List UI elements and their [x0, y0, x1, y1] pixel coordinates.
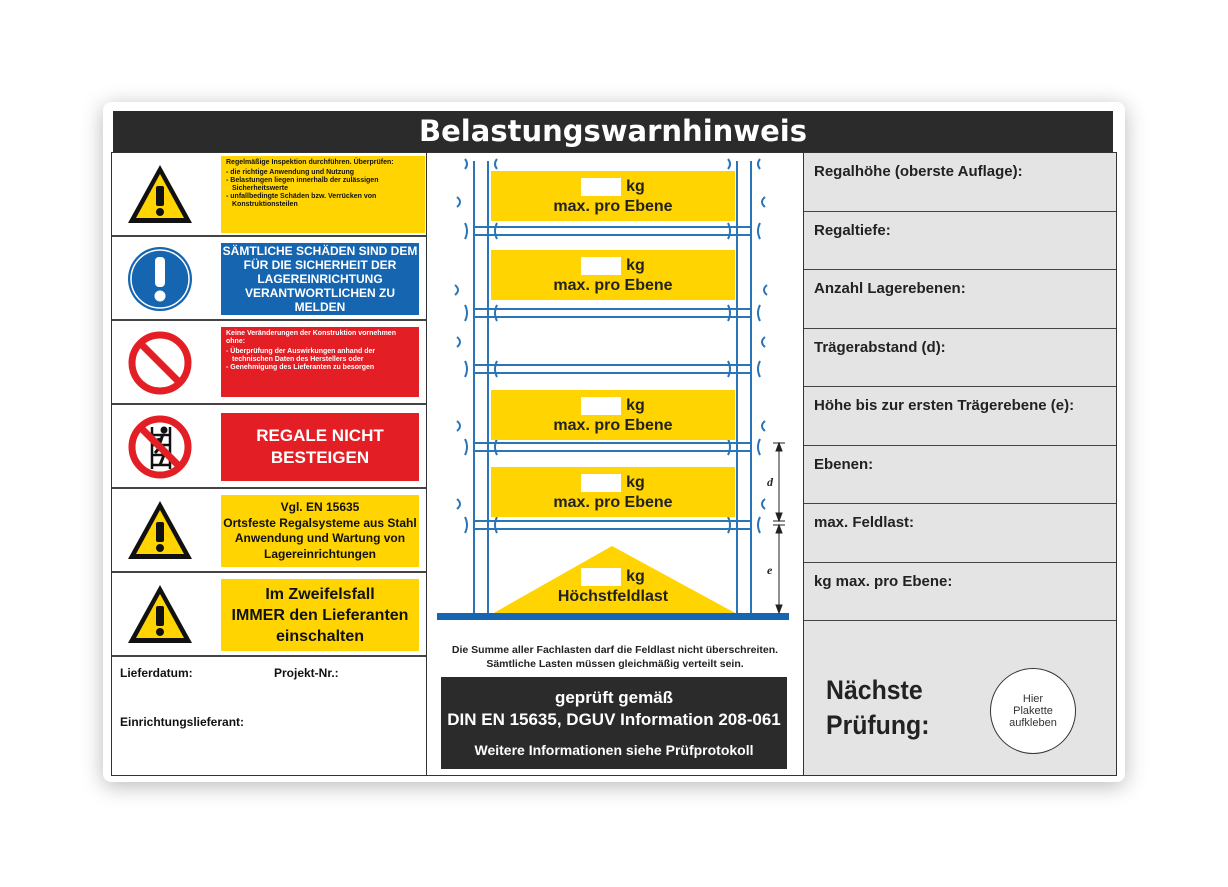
- next-inspection-label: Nächste Prüfung:: [826, 675, 930, 740]
- warning-triangle-icon: [126, 497, 194, 565]
- doubt-row: [112, 573, 426, 657]
- inspection-item: - die richtige Anwendung und Nutzung: [226, 169, 420, 177]
- standard-line: Anwendung und Wartung von: [234, 531, 406, 545]
- standard-row: [112, 489, 426, 573]
- kg-label: kg: [626, 568, 645, 585]
- cert-line-2: DIN EN 15635, DGUV Information 208-061: [447, 710, 781, 729]
- kg-entry-field: [581, 397, 621, 415]
- doubt-box: [221, 579, 419, 651]
- note-line: Die Summe aller Fachlasten darf die Feldlast nicht überschreiten.: [451, 644, 779, 656]
- per-level-label: max. pro Ebene: [553, 277, 673, 294]
- doubt-line: IMMER den Lieferanten: [231, 606, 409, 624]
- warning-triangle-icon: [126, 161, 194, 229]
- projekt-label: Projekt-Nr.:: [274, 666, 339, 680]
- kg-entry-field: [581, 474, 621, 492]
- lieferant-label: Einrichtungslieferant:: [120, 715, 245, 729]
- field-kg-pro-ebene: kg max. pro Ebene:: [804, 563, 1116, 621]
- doubt-line: Im Zweifelsfall: [265, 585, 375, 603]
- inspection-item: - Belastungen liegen innerhalb der zulässigen Sicherheitswerte: [226, 177, 420, 193]
- kg-label: kg: [626, 257, 645, 274]
- dimension-markers: [773, 443, 785, 613]
- cert-line-1: geprüft gemäß: [554, 688, 674, 707]
- right-panel: [803, 152, 1117, 776]
- inspection-heading: Regelmäßige Inspektion durchführen. Überprüfen:: [226, 159, 394, 166]
- report-line: SÄMTLICHE SCHÄDEN SIND DEM: [222, 244, 418, 258]
- kg-entry-field: [581, 178, 621, 196]
- kg-label: kg: [626, 397, 645, 414]
- lieferdatum-label: Lieferdatum:: [120, 666, 193, 680]
- field-traegerabstand: Trägerabstand (d):: [804, 329, 1116, 387]
- top-load-text: Höchstfeldlast: [557, 588, 669, 605]
- load-level-1: [491, 171, 735, 221]
- floor-bar: [437, 613, 789, 620]
- modification-heading: Keine Veränderungen der Konstruktion vornehmen ohne:: [226, 330, 396, 345]
- sticker-placeholder: [990, 668, 1076, 754]
- warning-sign: [103, 102, 1125, 782]
- kg-entry-field: [581, 257, 621, 275]
- dim-d-label: d: [767, 475, 773, 489]
- dim-e-label: e: [767, 563, 773, 577]
- report-damage-box: [221, 243, 419, 315]
- doubt-line: einschalten: [275, 627, 365, 645]
- kg-label: kg: [626, 474, 645, 491]
- per-level-label: max. pro Ebene: [553, 417, 673, 434]
- no-climbing-icon: [126, 413, 194, 481]
- mandatory-exclamation-icon: [126, 245, 194, 313]
- sticker-line: Hier: [1022, 693, 1044, 705]
- left-panel: [111, 152, 427, 776]
- modification-item: - Genehmigung des Lieferanten zu besorgen: [226, 364, 414, 372]
- note-line: Sämtliche Lasten müssen gleichmäßig verteilt sein.: [486, 658, 744, 670]
- certification-box: [441, 677, 787, 769]
- field-regaltiefe: Regaltiefe:: [804, 212, 1116, 270]
- report-line: FÜR DIE SICHERHEIT DER: [243, 258, 397, 272]
- load-level-3: [491, 390, 735, 440]
- middle-panel: [426, 152, 804, 776]
- field-feldlast: max. Feldlast:: [804, 504, 1116, 563]
- report-line: VERANTWORTLICHEN ZU MELDEN: [245, 286, 395, 314]
- sticker-line: aufkleben: [1009, 717, 1057, 729]
- standard-line: Vgl. EN 15635: [280, 500, 360, 514]
- report-damage-row: [112, 237, 426, 321]
- top-load-label: [551, 563, 675, 607]
- report-line: LAGEREINRICHTUNG: [257, 272, 383, 286]
- inspection-row: [112, 153, 426, 237]
- field-ebenen: Ebenen:: [804, 446, 1116, 504]
- no-climbing-box: [221, 413, 419, 481]
- per-level-label: max. pro Ebene: [553, 494, 673, 511]
- per-level-label: max. pro Ebene: [553, 198, 673, 215]
- load-note: [427, 643, 803, 671]
- standard-box: [221, 495, 419, 567]
- warning-triangle-icon: [126, 581, 194, 649]
- sign-title: Belastungswarnhinweis: [113, 111, 1113, 152]
- field-lagerebenen: Anzahl Lagerebenen:: [804, 270, 1116, 329]
- inspection-box: [221, 156, 425, 233]
- field-regalhoehe: Regalhöhe (oberste Auflage):: [804, 153, 1116, 212]
- standard-line: Lagereinrichtungen: [263, 546, 376, 561]
- no-climbing-row: [112, 405, 426, 489]
- kg-entry-field: [581, 568, 621, 586]
- field-hoehe-erste-ebene: Höhe bis zur ersten Trägerebene (e):: [804, 387, 1116, 446]
- cert-line-3: Weitere Informationen siehe Prüfprotokoll: [474, 742, 754, 758]
- no-climbing-line: BESTEIGEN: [270, 448, 370, 467]
- kg-label: kg: [626, 178, 645, 195]
- prohibition-icon: [126, 329, 194, 397]
- no-modification-box: [221, 327, 419, 397]
- rack-diagram: [427, 153, 803, 623]
- load-level-4: [491, 467, 735, 517]
- no-climbing-line: REGALE NICHT: [256, 426, 384, 445]
- modification-item: - Überprüfung der Auswirkungen anhand der technischen Daten des Herstellers oder: [226, 348, 414, 364]
- no-modification-row: [112, 321, 426, 405]
- sticker-line: Plakette: [1013, 705, 1053, 717]
- standard-line: Ortsfeste Regalsysteme aus Stahl: [223, 515, 417, 530]
- inspection-item: - unfallbedingte Schäden bzw. Verrücken von Konstruktionsteilen: [226, 193, 420, 209]
- load-level-2: [491, 250, 735, 300]
